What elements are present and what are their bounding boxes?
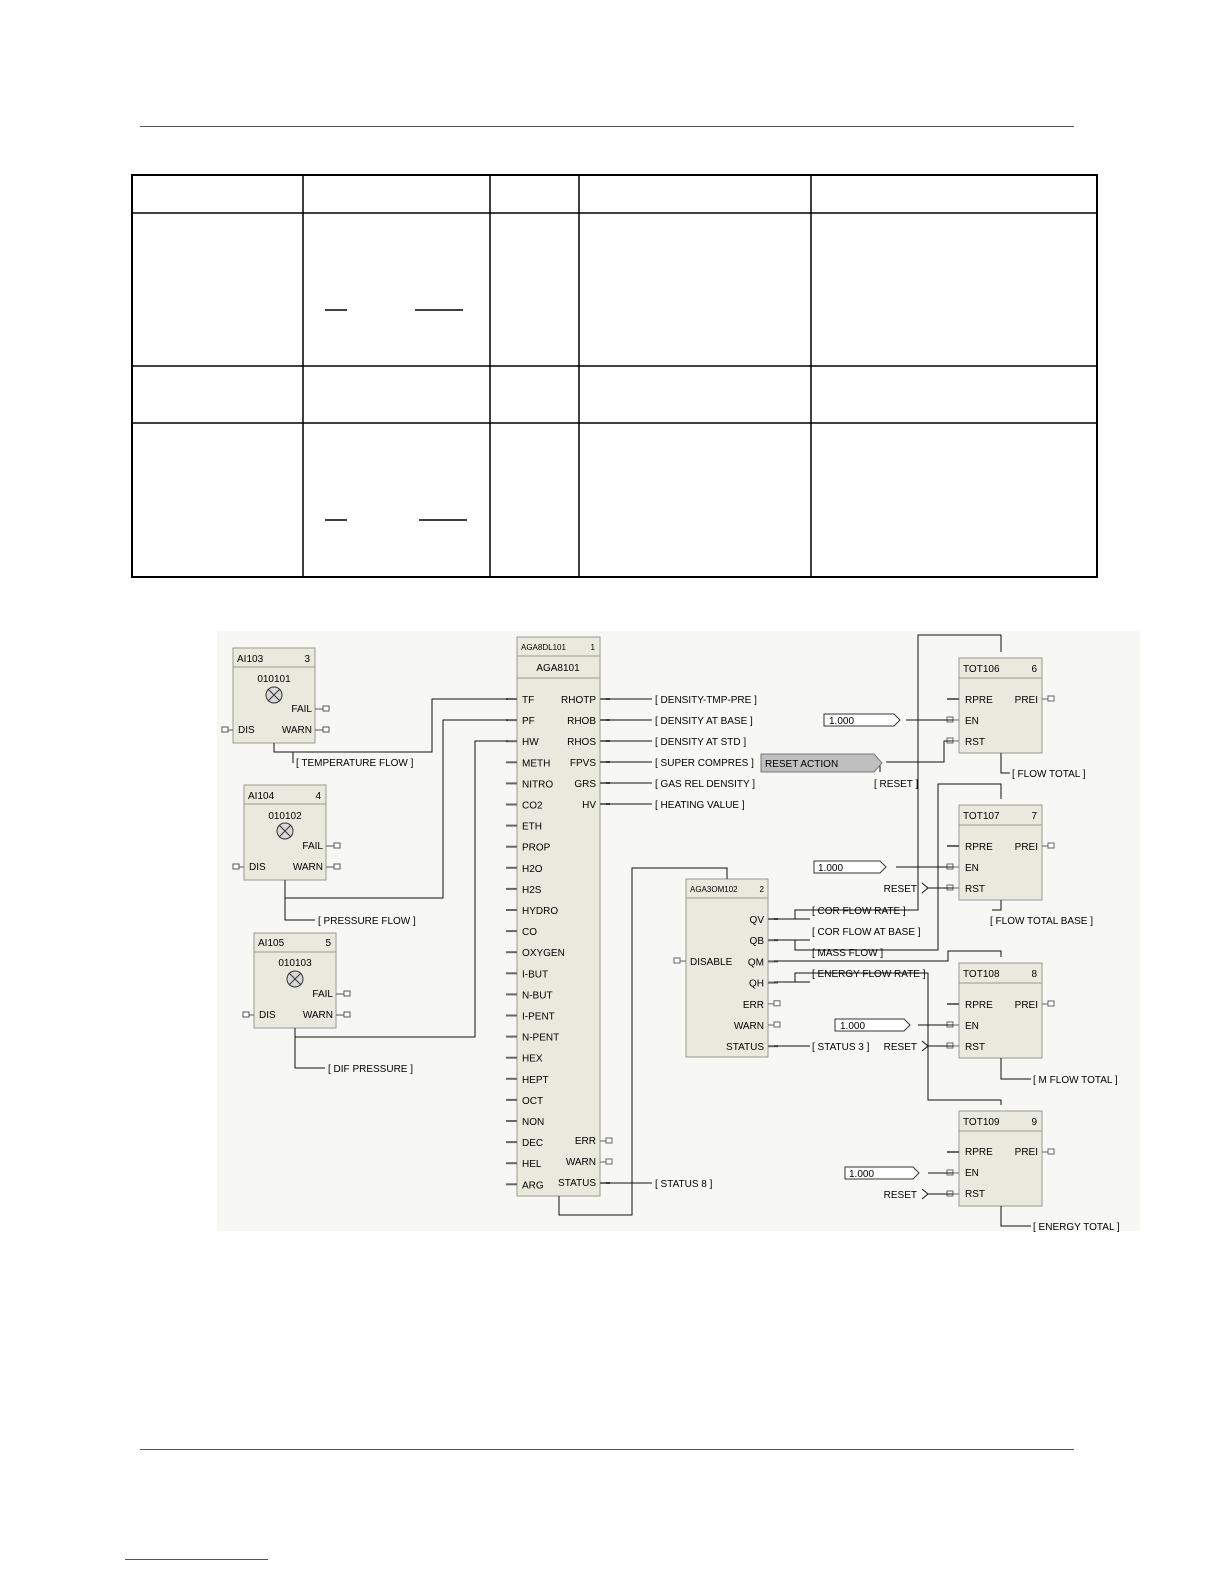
signal-density-tmp-pre: [ DENSITY-TMP-PRE ] <box>655 695 757 706</box>
aga8-input-h2o: H2O <box>522 863 543 875</box>
ai103-fail: FAIL <box>291 704 312 715</box>
aga3-header: AGA3OM102 <box>690 885 738 894</box>
aga8-input-hel: HEL <box>522 1159 542 1171</box>
signal-flow-total: [ FLOW TOTAL ] <box>1012 769 1086 780</box>
aga8-input-non: NON <box>522 1117 545 1128</box>
aga3-disable: DISABLE <box>690 957 733 968</box>
alarm-lamp-icon <box>266 687 282 703</box>
signal-flow-total-base: [ FLOW TOTAL BASE ] <box>990 916 1093 927</box>
aga3-num: 2 <box>759 885 764 894</box>
signal-m-flow-total: [ M FLOW TOTAL ] <box>1033 1075 1118 1086</box>
aga8-input-tf: TF <box>522 695 535 706</box>
ai105-dis: DIS <box>259 1010 276 1021</box>
tot107-block[interactable] <box>959 805 1042 900</box>
aga8-output-grs: GRS <box>574 779 596 790</box>
ai105-name: AI105 <box>258 938 285 949</box>
aga8-input-oxygen: OXYGEN <box>522 948 565 960</box>
output-pin-box[interactable] <box>1048 696 1054 701</box>
constant-1-value: 1.000 <box>829 716 855 727</box>
aga8-input-hept: HEPT <box>522 1074 549 1086</box>
ai105-address: 010103 <box>278 958 312 969</box>
ai103-address: 010101 <box>257 674 291 685</box>
tot109-block[interactable] <box>959 1111 1042 1206</box>
tot107-rst: RST <box>965 884 985 895</box>
tot108-name: TOT108 <box>963 969 1000 980</box>
ai103-name: AI103 <box>237 654 264 665</box>
aga8-input-nitro: NITRO <box>522 779 554 791</box>
signal-cor-flow-at-base: [ COR FLOW AT BASE ] <box>812 927 921 938</box>
tot107-rpre: RPRE <box>965 842 993 853</box>
ai103-dis: DIS <box>238 725 255 736</box>
aga8-input-h2s: H2S <box>522 884 542 896</box>
tot106-block[interactable] <box>959 658 1042 753</box>
output-pin-box[interactable] <box>774 1001 780 1006</box>
constant-3[interactable] <box>835 1019 910 1032</box>
aga8-num: 1 <box>590 643 595 652</box>
tot109-rpre: RPRE <box>965 1147 993 1158</box>
tot107-num: 7 <box>1031 811 1037 822</box>
aga8-output-fpvs: FPVS <box>569 758 596 769</box>
tot109-en: EN <box>965 1168 979 1179</box>
tot108-rst: RST <box>965 1042 985 1053</box>
ai104-warn: WARN <box>292 862 323 873</box>
signal-reset: [ RESET ] <box>874 779 919 790</box>
constant-2[interactable] <box>814 861 886 874</box>
aga3-output-err: ERR <box>742 999 764 1011</box>
ai105-warn: WARN <box>302 1010 333 1021</box>
signal-heating-value: [ HEATING VALUE ] <box>655 800 745 811</box>
aga8-title: AGA8101 <box>536 663 580 674</box>
output-pin-box[interactable] <box>1048 843 1054 848</box>
tot108-en: EN <box>965 1021 979 1032</box>
signal-energy-total: [ ENERGY TOTAL ] <box>1033 1222 1120 1233</box>
tot109-name: TOT109 <box>963 1117 1000 1128</box>
aga8-input-n-pent: N-PENT <box>522 1032 560 1044</box>
aga8-warn: WARN <box>565 1157 596 1168</box>
ai104-num: 4 <box>315 791 321 802</box>
signal-density-at-base: [ DENSITY AT BASE ] <box>655 716 753 727</box>
aga8-input-co2: CO2 <box>522 800 543 812</box>
aga3-output-qm: QM <box>747 957 764 969</box>
aga8-input-hydro: HYDRO <box>522 906 559 917</box>
aga8-input-pf: PF <box>522 716 535 728</box>
aga8-input-n-but: N-BUT <box>522 990 553 1002</box>
signal-super-compres: [ SUPER COMPRES ] <box>655 758 754 769</box>
aga8-output-rhos: RHOS <box>567 737 596 748</box>
aga8-status: STATUS <box>558 1178 596 1189</box>
output-pin-box[interactable] <box>606 1159 612 1164</box>
aga8-input-meth: METH <box>522 758 551 770</box>
aga8-input-dec: DEC <box>522 1138 544 1150</box>
constant-3-value: 1.000 <box>840 1021 866 1032</box>
ai104-name: AI104 <box>248 791 275 802</box>
signal-energy-flow-rate: [ ENERGY FLOW RATE ] <box>812 969 926 980</box>
reset-label-tot107: RESET <box>883 884 917 895</box>
signal-mass-flow: [ MASS FLOW ] <box>812 948 884 959</box>
reset-action-button[interactable] <box>761 754 882 772</box>
alarm-lamp-icon <box>287 971 303 987</box>
aga3-output-warn: WARN <box>733 1021 764 1032</box>
tot106-prei: PREI <box>1014 695 1038 706</box>
ai105-fail: FAIL <box>312 989 333 1000</box>
ai105-num: 5 <box>325 938 331 949</box>
output-pin-box[interactable] <box>1048 1001 1054 1006</box>
tot107-prei: PREI <box>1014 842 1038 853</box>
aga3-block[interactable] <box>686 879 768 1057</box>
tot107-name: TOT107 <box>963 811 1000 822</box>
signal-gas-rel-density: [ GAS REL DENSITY ] <box>655 779 756 790</box>
aga3-output-qb: QB <box>749 936 764 948</box>
output-pin-box[interactable] <box>774 1022 780 1027</box>
aga8-block[interactable] <box>517 637 600 1196</box>
aga8-input-prop: PROP <box>522 842 551 854</box>
aga3-output-status: STATUS <box>726 1042 764 1054</box>
tot107-en: EN <box>965 863 979 874</box>
ai105-block[interactable] <box>254 933 336 1028</box>
signal-pressure-flow: [ PRESSURE FLOW ] <box>318 916 416 927</box>
signal-temperature-flow: [ TEMPERATURE FLOW ] <box>296 758 414 769</box>
constant-4[interactable] <box>845 1167 919 1180</box>
ai103-num: 3 <box>304 654 310 665</box>
ai103-block[interactable] <box>233 648 315 743</box>
signal-density-at-std: [ DENSITY AT STD ] <box>655 737 747 748</box>
aga8-output-rhotp: RHOTP <box>561 695 596 706</box>
alarm-lamp-icon <box>277 823 293 839</box>
tot109-prei: PREI <box>1014 1147 1038 1158</box>
aga8-input-i-but: I-BUT <box>522 969 549 981</box>
aga8-input-hw: HW <box>522 737 539 749</box>
reset-label-tot108: RESET <box>883 1042 917 1053</box>
aga8-input-co: CO <box>522 927 537 939</box>
aga8-input-eth: ETH <box>522 821 542 833</box>
tot108-prei: PREI <box>1014 1000 1038 1011</box>
tot106-name: TOT106 <box>963 664 1000 675</box>
tot106-rpre: RPRE <box>965 695 993 706</box>
tot106-en: EN <box>965 716 979 727</box>
tot106-num: 6 <box>1031 664 1037 675</box>
output-pin-box[interactable] <box>606 1138 612 1143</box>
reset-action-label: RESET ACTION <box>765 759 839 770</box>
tot109-rst: RST <box>965 1189 985 1200</box>
aga8-input-oct: OCT <box>522 1095 544 1107</box>
constant-4-value: 1.000 <box>849 1169 875 1180</box>
aga8-err: ERR <box>574 1136 596 1147</box>
tot109-num: 9 <box>1031 1117 1037 1128</box>
ai104-fail: FAIL <box>302 841 323 852</box>
ai104-block[interactable] <box>244 785 326 880</box>
aga8-output-hv: HV <box>582 800 596 811</box>
aga3-output-qv: QV <box>749 915 764 926</box>
signal-cor-flow-rate: [ COR FLOW RATE ] <box>812 906 906 917</box>
reset-label-tot109: RESET <box>883 1190 917 1201</box>
tot106-rst: RST <box>965 737 985 748</box>
ai104-address: 010102 <box>268 811 302 822</box>
aga8-input-arg: ARG <box>522 1180 544 1192</box>
aga8-output-rhob: RHOB <box>567 716 596 727</box>
aga8-header: AGA8DL101 <box>521 643 566 652</box>
aga3-output-qh: QH <box>749 978 764 990</box>
tot108-rpre: RPRE <box>965 1000 993 1011</box>
tot108-block[interactable] <box>959 963 1042 1058</box>
constant-1[interactable] <box>824 714 900 727</box>
input-pin-box[interactable] <box>674 958 680 963</box>
ai103-warn: WARN <box>281 725 312 736</box>
aga8-input-i-pent: I-PENT <box>522 1011 555 1023</box>
aga8-input-hex: HEX <box>522 1053 543 1065</box>
signal-status3: [ STATUS 3 ] <box>812 1042 870 1053</box>
signal-dif-pressure: [ DIF PRESSURE ] <box>328 1064 414 1075</box>
tot108-num: 8 <box>1031 969 1037 980</box>
ai104-dis: DIS <box>249 862 266 873</box>
signal-status8: [ STATUS 8 ] <box>655 1179 713 1190</box>
output-pin-box[interactable] <box>1048 1149 1054 1154</box>
constant-2-value: 1.000 <box>818 863 844 874</box>
